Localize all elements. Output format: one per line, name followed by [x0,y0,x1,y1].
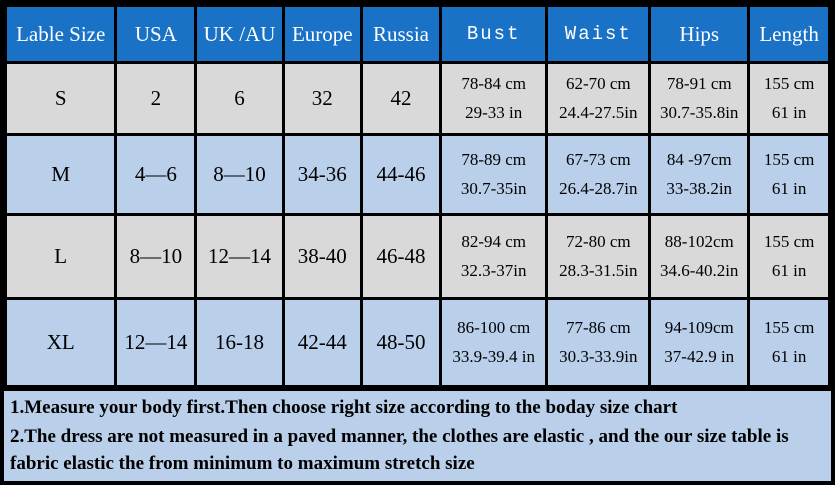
header-cell-uk-au: UK /AU [196,6,283,63]
cell-m-length [749,135,830,215]
table-row-s [6,63,830,135]
hips-in-value: 30.7-35.8in [660,102,739,122]
cell-m-russia: 44-46 [361,135,440,215]
bust-in-value: 29-33 in [465,102,523,122]
cell-m-hips [650,135,749,215]
cell-l-bust [441,215,547,299]
cell-s-uk-au: 6 [196,63,283,135]
cell-xl-russia: 48-50 [361,299,440,387]
cell-xl-length [749,299,830,387]
length-cm-value: 155 cm [763,150,815,170]
cell-xl-hips [650,299,749,387]
waist-in-value: 24.4-27.5in [559,102,638,122]
bust-cm-value: 78-84 cm [461,74,527,94]
cell-m-usa: 4—6 [116,135,196,215]
cell-xl-europe: 42-44 [283,299,361,387]
cell-m-size: M [6,135,116,215]
cell-m-bust [441,135,547,215]
hips-in-value: 34.6-40.2in [660,260,739,280]
bust-in-value: 33.9-39.4 in [452,346,535,366]
hips-in-value: 33-38.2in [666,178,733,198]
cell-xl-uk-au: 16-18 [196,299,283,387]
bust-cm-value: 82-94 cm [461,232,527,252]
cell-s-waist [547,63,650,135]
cell-xl-waist [547,299,650,387]
length-cm-value: 155 cm [763,232,815,252]
note-line-1: 1.Measure your body first.Then choose right size according to the boday size chart [10,397,678,418]
header-row [6,6,830,63]
length-in-value: 61 in [771,346,807,366]
cell-s-usa: 2 [116,63,196,135]
cell-m-uk-au: 8—10 [196,135,283,215]
cell-s-russia: 42 [361,63,440,135]
waist-cm-value: 72-80 cm [565,232,631,252]
size-table [4,4,831,388]
length-in-value: 61 in [771,260,807,280]
hips-cm-value: 88-102cm [664,232,734,252]
cell-l-waist [547,215,650,299]
hips-cm-value: 94-109cm [664,318,734,338]
cell-s-europe: 32 [283,63,361,135]
note-line-2: 2.The dress are not measured in a paved manner, the clothes are elastic , and the our size table is fabric elastic the from minimum to maximum stretch size [10,425,789,475]
waist-cm-value: 67-73 cm [565,150,631,170]
hips-cm-value: 84 -97cm [666,150,732,170]
cell-m-waist [547,135,650,215]
length-in-value: 61 in [771,178,807,198]
bust-cm-value: 86-100 cm [457,318,531,338]
cell-l-size: L [6,215,116,299]
hips-cm-value: 78-91 cm [666,74,732,94]
cell-s-length [749,63,830,135]
cell-l-uk-au: 12—14 [196,215,283,299]
cell-l-hips [650,215,749,299]
hips-in-value: 37-42.9 in [664,346,735,366]
bust-in-value: 30.7-35in [460,178,527,198]
header-cell-length: Length [749,6,830,63]
header-cell-europe: Europe [283,6,361,63]
bust-cm-value: 78-89 cm [461,150,527,170]
cell-l-russia: 46-48 [361,215,440,299]
waist-in-value: 30.3-33.9in [559,346,638,366]
measurement-notes [4,388,831,481]
cell-l-length [749,215,830,299]
length-cm-value: 155 cm [763,74,815,94]
header-cell-bust: Bust [441,6,547,63]
header-cell-waist: Waist [547,6,650,63]
cell-s-size: S [6,63,116,135]
bust-in-value: 32.3-37in [460,260,527,280]
table-row-xl [6,299,830,387]
header-cell-hips: Hips [650,6,749,63]
cell-s-hips [650,63,749,135]
header-cell-russia: Russia [361,6,440,63]
cell-s-bust [441,63,547,135]
waist-in-value: 28.3-31.5in [559,260,638,280]
cell-m-europe: 34-36 [283,135,361,215]
cell-xl-bust [441,299,547,387]
cell-xl-size: XL [6,299,116,387]
table-row-m [6,135,830,215]
cell-xl-usa: 12—14 [116,299,196,387]
length-cm-value: 155 cm [763,318,815,338]
length-in-value: 61 in [771,102,807,122]
waist-cm-value: 62-70 cm [565,74,631,94]
cell-l-usa: 8—10 [116,215,196,299]
waist-in-value: 26.4-28.7in [559,178,638,198]
header-cell-lable-size: Lable Size [6,6,116,63]
cell-l-europe: 38-40 [283,215,361,299]
waist-cm-value: 77-86 cm [565,318,631,338]
header-cell-usa: USA [116,6,196,63]
table-row-l [6,215,830,299]
